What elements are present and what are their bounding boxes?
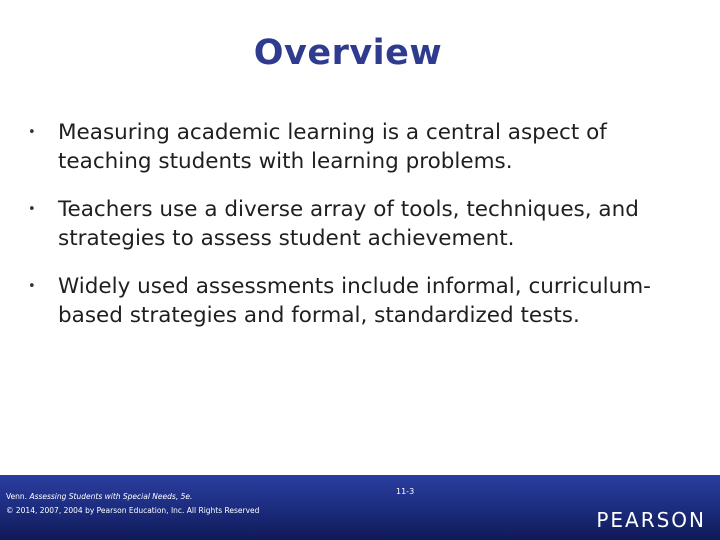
copyright-line: © 2014, 2007, 2004 by Pearson Education, Inc. All Rights Reserved: [6, 506, 260, 515]
bullet-item: [26, 195, 686, 253]
citation-book-title: Assessing Students with Special Needs, 5e.: [29, 492, 193, 501]
page-number: 11-3: [396, 487, 415, 496]
bullet-text: Teachers use a diverse array of tools, techniques, and strategies to assess student achievement.: [58, 197, 639, 251]
bullet-dot-icon: •: [28, 202, 36, 217]
footer-citation: [6, 490, 336, 518]
bullet-dot-icon: •: [28, 125, 36, 140]
bullet-item: [26, 118, 686, 176]
bullet-list: [26, 118, 686, 349]
slide-title: Overview: [253, 33, 443, 73]
bullet-item: [26, 272, 686, 330]
citation-line: [6, 490, 336, 504]
bullet-text: Widely used assessments include informal, curriculum-based strategies and formal, standardized tests.: [58, 274, 651, 328]
bullet-text: Measuring academic learning is a central aspect of teaching students with learning problems.: [58, 120, 607, 174]
citation-author: Venn.: [6, 492, 30, 501]
bullet-dot-icon: •: [28, 279, 36, 294]
pearson-logo: PEARSON: [596, 508, 706, 532]
